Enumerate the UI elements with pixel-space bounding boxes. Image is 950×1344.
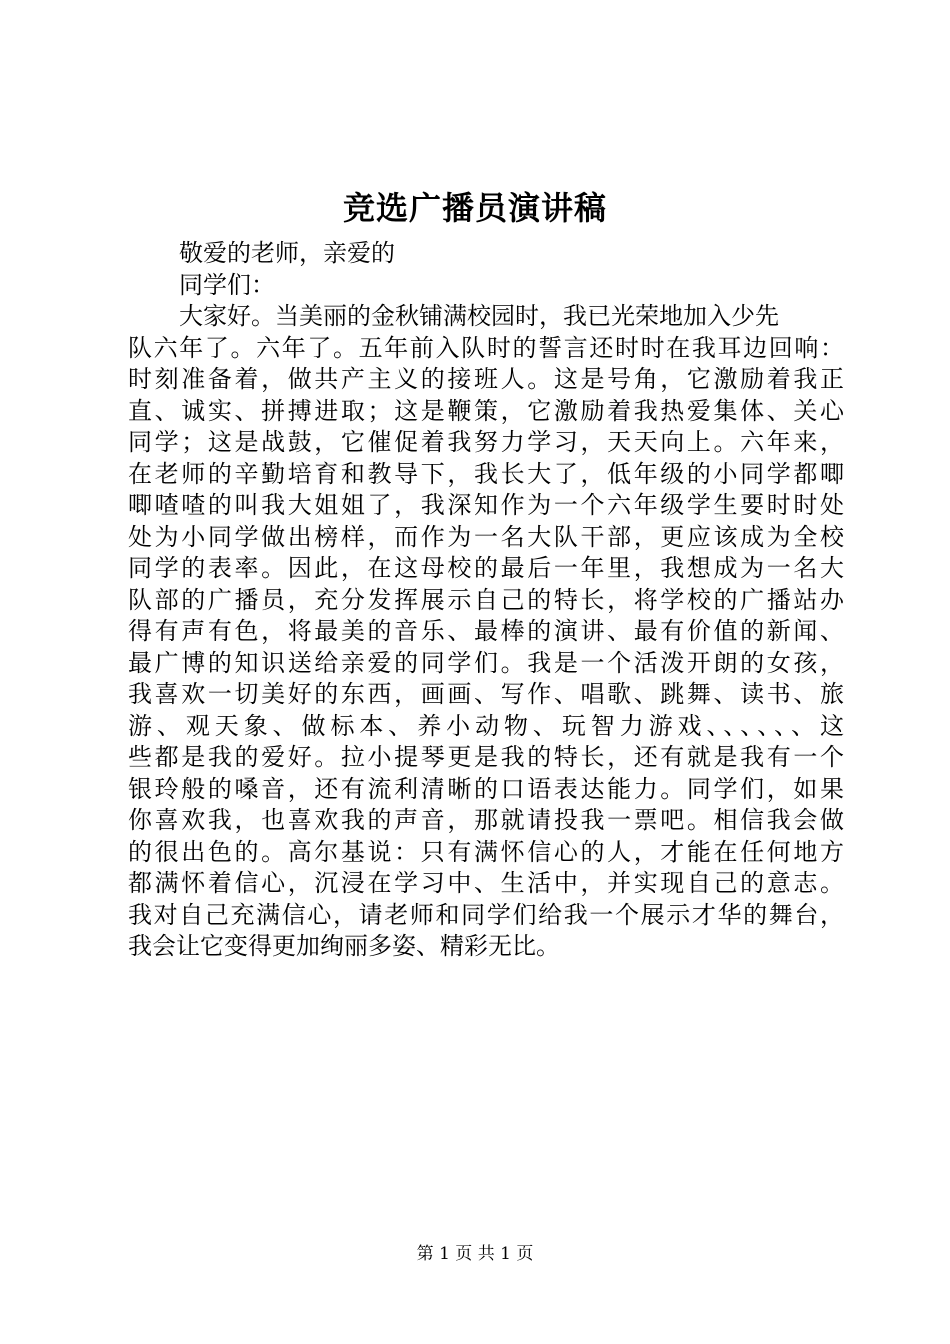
paragraph-line: 队六年了。六年了。五年前入队时的誓言还时时在我耳边回响： xyxy=(128,333,844,362)
paragraph-line: 得有声有色，将最美的音乐、最棒的演讲、最有价值的新闻、 xyxy=(128,617,844,645)
speech-body xyxy=(128,238,844,963)
page-number-footer: 第 1 页 共 1 页 xyxy=(416,1244,534,1264)
paragraph-line: 最广博的知识送给亲爱的同学们。我是一个活泼开朗的女孩， xyxy=(128,648,844,677)
paragraph-line: 时刻准备着，做共产主义的接班人。这是号角，它激励着我正 xyxy=(128,365,844,393)
paragraph-line: 的很出色的。高尔基说：只有满怀信心的人，才能在任何地方 xyxy=(128,837,844,866)
paragraph-line: 唧喳喳的叫我大姐姐了，我深知作为一个六年级学生要时时处 xyxy=(128,491,844,519)
paragraph-line: 同学；这是战鼓，它催促着我努力学习，天天向上。六年来， xyxy=(128,428,844,456)
salutation-line-2: 同学们： xyxy=(179,270,275,299)
paragraph-line: 银玲般的嗓音，还有流利清晰的口语表达能力。同学们，如果 xyxy=(128,774,844,803)
paragraph-line: 你喜欢我，也喜欢我的声音，那就请投我一票吧。相信我会做 xyxy=(128,806,844,834)
paragraph-line: 处为小同学做出榜样，而作为一名大队干部，更应该成为全校 xyxy=(128,522,844,551)
paragraph-line: 直、诚实、拼搏进取；这是鞭策，它激励着我热爱集体、关心 xyxy=(128,396,844,425)
paragraph-line: 些都是我的爱好。拉小提琴更是我的特长，还有就是我有一个 xyxy=(128,743,844,771)
paragraph-line: 我对自己充满信心，请老师和同学们给我一个展示才华的舞台， xyxy=(128,900,844,929)
paragraph-line: 游、观天象、做标本、养小动物、玩智力游戏、、、、、、这 xyxy=(128,711,844,740)
document-title: 竞选广播员演讲稿 xyxy=(342,189,607,227)
paragraph-line: 队部的广播员，充分发挥展示自己的特长，将学校的广播站办 xyxy=(128,585,844,614)
paragraph-line: 都满怀着信心，沉浸在学习中、生活中，并实现自己的意志。 xyxy=(128,869,844,897)
paragraph-line: 同学的表率。因此，在这母校的最后一年里，我想成为一名大 xyxy=(128,554,844,582)
salutation-line-1: 敬爱的老师，亲爱的 xyxy=(179,239,395,267)
paragraph-line: 在老师的辛勤培育和教导下，我长大了，低年级的小同学都唧 xyxy=(128,459,844,488)
paragraph-line: 我喜欢一切美好的东西，画画、写作、唱歌、跳舞、读书、旅 xyxy=(128,680,844,708)
paragraph-line: 我会让它变得更加绚丽多姿、精彩无比。 xyxy=(128,932,560,960)
paragraph-line: 大家好。当美丽的金秋铺满校园时，我已光荣地加入少先 xyxy=(179,302,779,330)
